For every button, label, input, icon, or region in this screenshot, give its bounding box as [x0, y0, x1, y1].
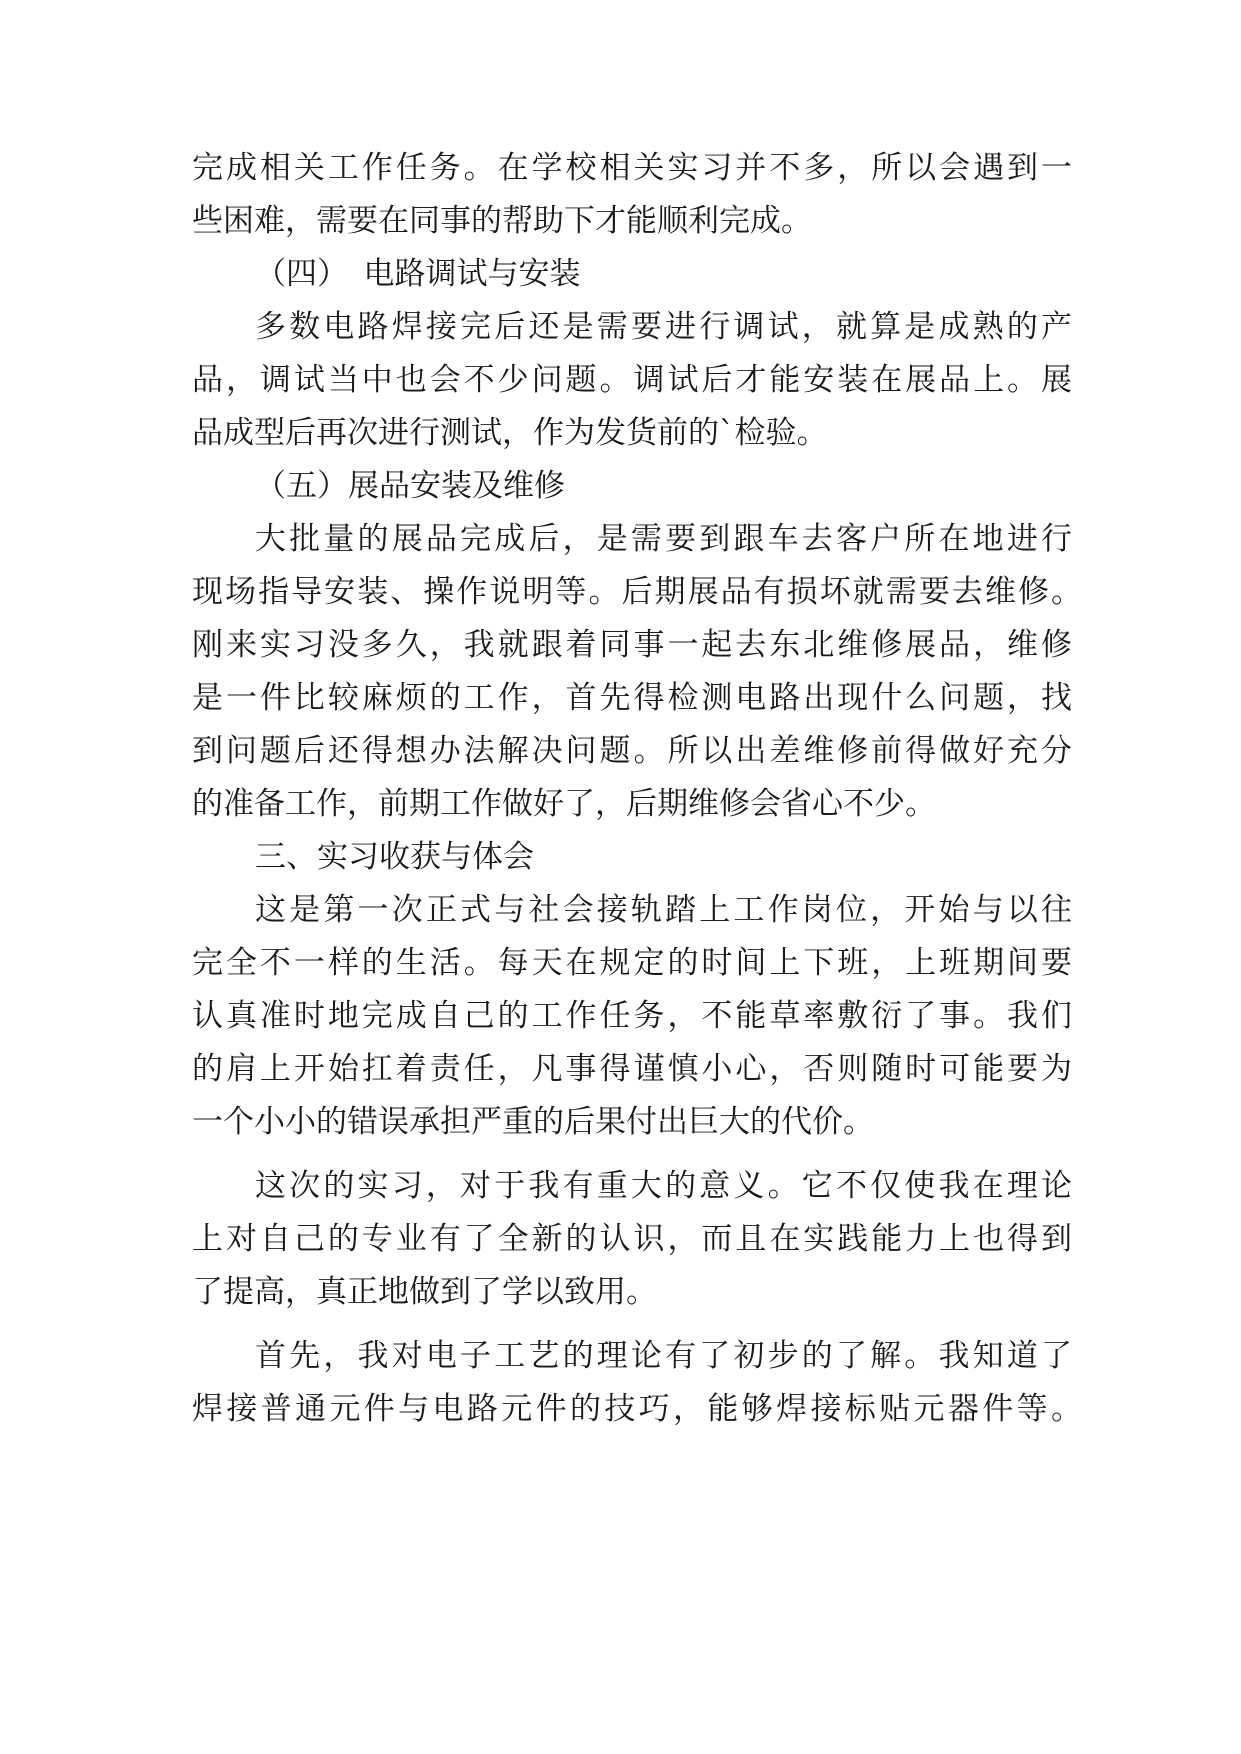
chapter-heading-three: 三、实习收获与体会	[255, 839, 534, 875]
paragraph-line: 完全不一样的生活。每天在规定的时间上下班，上班期间要	[192, 945, 1072, 981]
paragraph-line: 是一件比较麻烦的工作，首先得检测电路出现什么问题，找	[192, 680, 1072, 716]
section-heading-five: （五）展品安装及维修	[255, 468, 565, 504]
paragraph-line: 品，调试当中也会不少问题。调试后才能安装在展品上。展	[192, 362, 1072, 398]
paragraph-line: 些困难，需要在同事的帮助下才能顺利完成。	[192, 203, 812, 239]
paragraph-line: 了提高，真正地做到了学以致用。	[192, 1274, 657, 1310]
paragraph-line: 品成型后再次进行测试，作为发货前的`检验。	[192, 415, 828, 451]
paragraph-line: 认真准时地完成自己的工作任务，不能草率敷衍了事。我们	[192, 998, 1072, 1034]
paragraph-line: 焊接普通元件与电路元件的技巧，能够焊接标贴元器件等。	[192, 1391, 1082, 1427]
paragraph-line: 到问题后还得想办法解决问题。所以出差维修前得做好充分	[192, 733, 1072, 769]
paragraph-line: 完成相关工作任务。在学校相关实习并不多，所以会遇到一	[192, 150, 1072, 186]
paragraph-line: 现场指导安装、操作说明等。后期展品有损坏就需要去维修。	[192, 574, 1082, 610]
paragraph-line: 上对自己的专业有了全新的认识，而且在实践能力上也得到	[192, 1221, 1072, 1257]
paragraph-line: 一个小小的错误承担严重的后果付出巨大的代价。	[192, 1104, 874, 1140]
paragraph-line: 刚来实习没多久，我就跟着同事一起去东北维修展品，维修	[192, 627, 1072, 663]
section-heading-four: （四） 电路调试与安装	[255, 256, 581, 292]
paragraph-line: 这是第一次正式与社会接轨踏上工作岗位，开始与以往	[255, 892, 1072, 928]
paragraph-line: 这次的实习，对于我有重大的意义。它不仅使我在理论	[255, 1168, 1072, 1204]
paragraph-line: 多数电路焊接完后还是需要进行调试，就算是成熟的产	[255, 309, 1072, 345]
paragraph-line: 的准备工作，前期工作做好了，后期维修会省心不少。	[192, 786, 936, 822]
paragraph-line: 首先，我对电子工艺的理论有了初步的了解。我知道了	[255, 1338, 1072, 1374]
paragraph-line: 的肩上开始扛着责任，凡事得谨慎小心，否则随时可能要为	[192, 1051, 1072, 1087]
paragraph-line: 大批量的展品完成后，是需要到跟车去客户所在地进行	[255, 521, 1072, 557]
